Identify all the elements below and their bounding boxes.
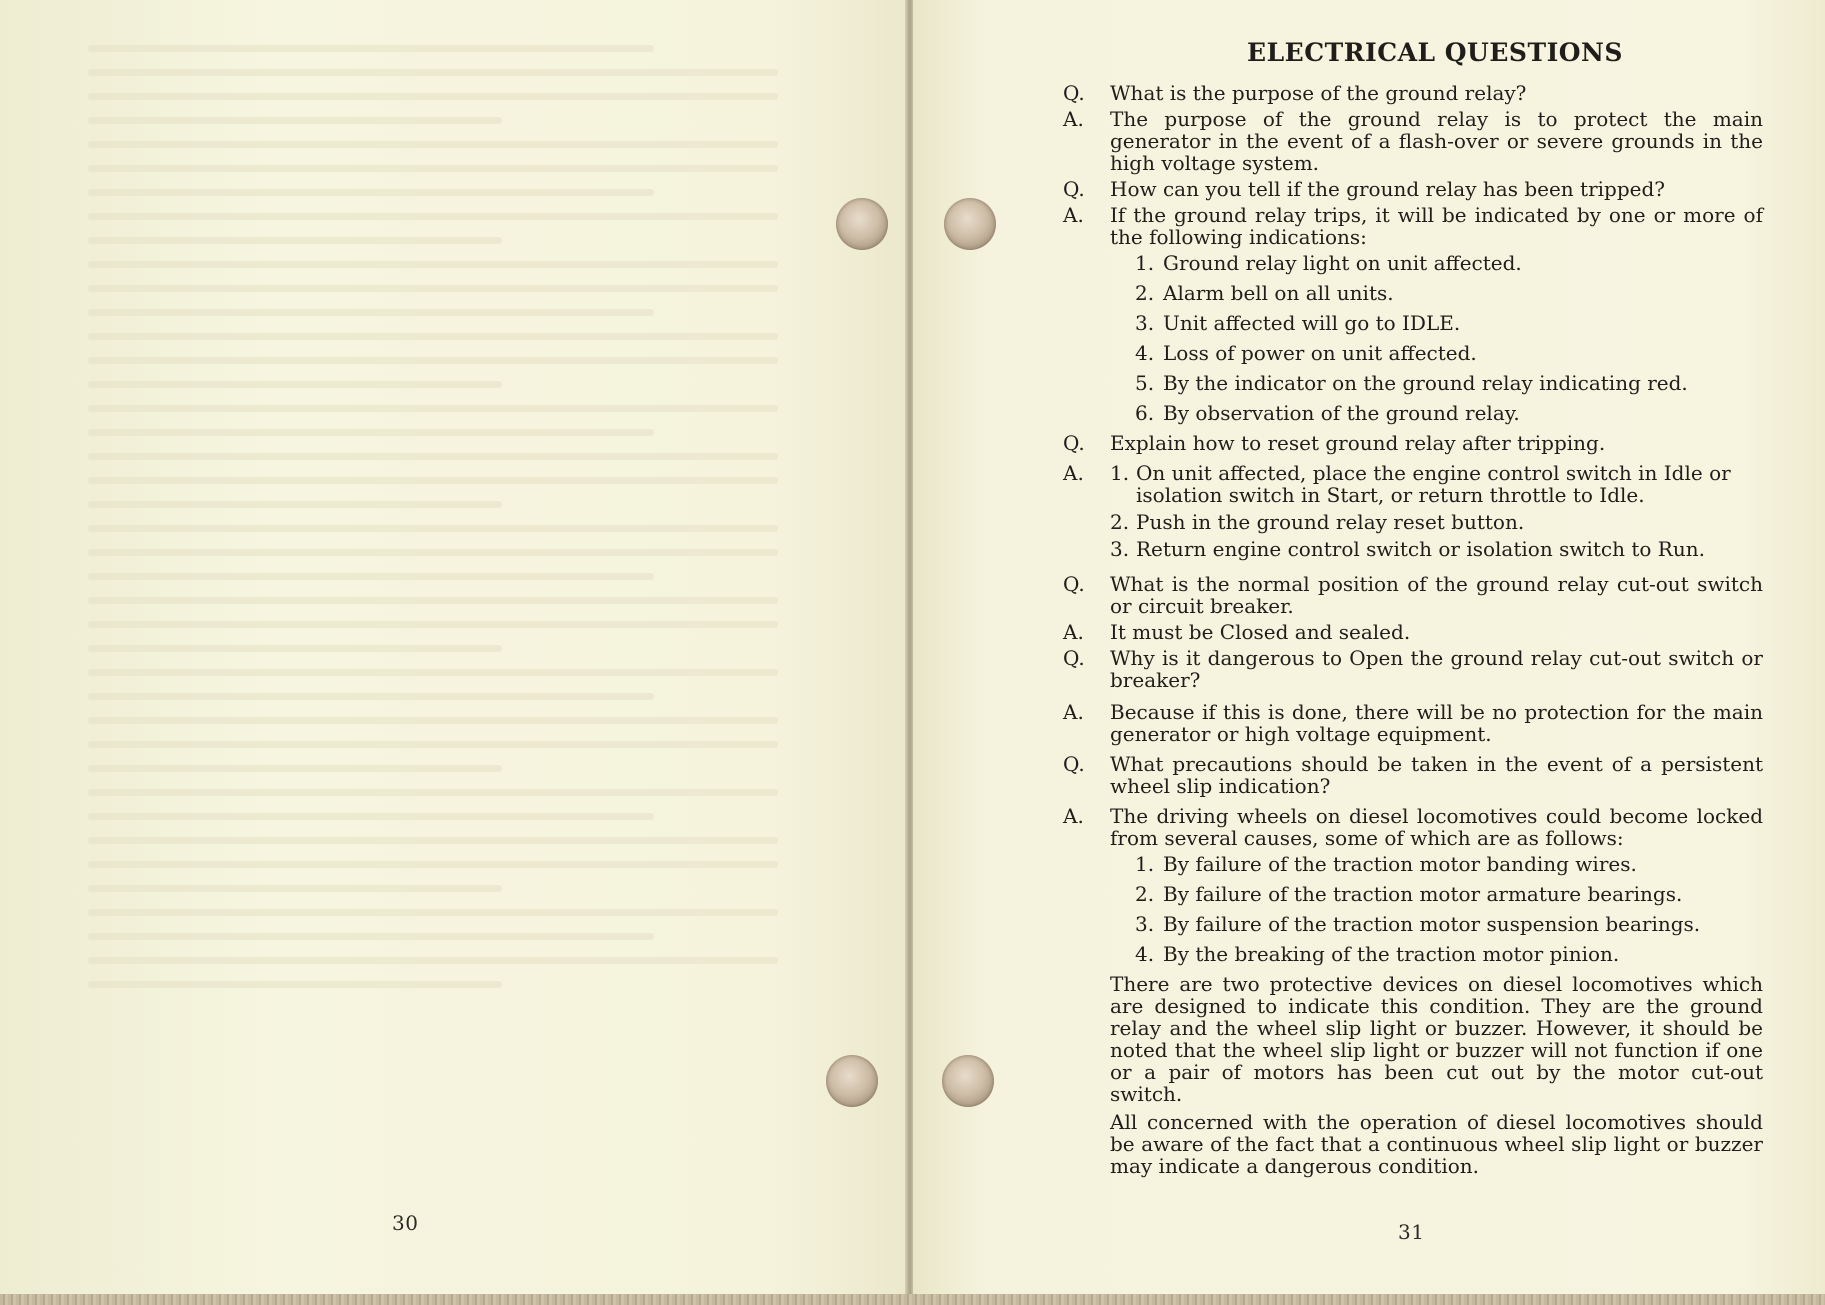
list-item: 3. Unit affected will go to IDLE. [1135,311,1461,335]
caution-paragraph: All concerned with the operation of diesel locomotives should be aware of the fact that a continuous wheel slip light or buzzer may indicate a dangerous condition. [1110,1110,1763,1178]
binder-hole-top-right [944,198,996,250]
question-text: Why is it dangerous to Open the ground relay cut-out switch or breaker? [1110,646,1763,692]
answer-tag: A. [1063,700,1084,724]
protective-devices-paragraph: There are two protective devices on diesel locomotives which are designed to indicate this condition. They are the ground relay and the wheel slip light or buzzer. However, it should be noted that the wheel slip light or buzzer will not function if one or a pair of motors has been cut out by the motor cut-out switch. [1110,972,1763,1106]
answer-text: The driving wheels on diesel locomotives could become locked from several causes, some of which are as follows: [1110,804,1763,850]
answer-tag: A. [1063,620,1084,644]
question-text: What is the purpose of the ground relay? [1110,81,1527,105]
answer-2 [1063,204,1763,248]
list-item: 5. By the indicator on the ground relay indicating red. [1135,371,1688,395]
answer-4 [1063,621,1763,643]
reset-steps-list [1110,462,1763,565]
question-tag: Q. [1063,431,1085,455]
question-tag: Q. [1063,81,1085,105]
right-page-content [1063,38,1763,1183]
question-2 [1063,178,1763,200]
list-item: 3. Return engine control switch or isolation switch to Run. [1110,537,1705,561]
binder-hole-bottom-left [826,1055,878,1107]
page-edge [0,1294,1825,1305]
bleed-through-text [88,45,778,1005]
list-item: 4. Loss of power on unit affected. [1135,341,1477,365]
page-number-left: 30 [392,1211,419,1235]
list-item: 3. By failure of the traction motor suspension bearings. [1135,912,1701,936]
answer-text: The purpose of the ground relay is to protect the main generator in the event of a flash-over or severe grounds in the high voltage system. [1110,107,1763,175]
indications-list [1135,252,1763,424]
question-tag: Q. [1063,572,1085,596]
question-1 [1063,82,1763,104]
list-item: 1. Ground relay light on unit affected. [1135,251,1522,275]
binder-hole-bottom-right [942,1055,994,1107]
answer-tag: A. [1063,804,1084,828]
list-item: 2. Push in the ground relay reset button. [1110,510,1525,534]
wheel-lock-causes-list [1135,853,1763,965]
page-heading: ELECTRICAL QUESTIONS [1247,38,1623,67]
question-tag: Q. [1063,752,1085,776]
page-number-right: 31 [1398,1220,1425,1244]
list-item: 4. By the breaking of the traction motor pinion. [1135,942,1620,966]
question-text: How can you tell if the ground relay has been tripped? [1110,177,1665,201]
question-5 [1063,647,1763,691]
answer-3 [1063,462,1763,569]
answer-tag: A. [1063,107,1084,131]
answer-text: It must be Closed and sealed. [1110,620,1411,644]
question-6 [1063,753,1763,797]
answer-tag: A. [1063,203,1084,227]
answer-5 [1063,701,1763,745]
answer-tag: A. [1063,461,1084,485]
question-3 [1063,432,1763,454]
list-item: 2. By failure of the traction motor armature bearings. [1135,882,1683,906]
question-text: What is the normal position of the ground relay cut-out switch or circuit breaker. [1110,572,1763,618]
list-item: 1. On unit affected, place the engine control switch in Idle or isolation switch in Start, or return throttle to Idle. [1110,461,1731,507]
list-item: 2. Alarm bell on all units. [1135,281,1394,305]
answer-text: Because if this is done, there will be no protection for the main generator or high voltage equipment. [1110,700,1763,746]
binder-hole-top-left [836,198,888,250]
list-item: 1. By failure of the traction motor banding wires. [1135,852,1637,876]
question-text: Explain how to reset ground relay after tripping. [1110,431,1606,455]
list-item: 6. By observation of the ground relay. [1135,401,1520,425]
left-page [0,0,907,1296]
question-4 [1063,573,1763,617]
answer-6 [1063,805,1763,849]
question-tag: Q. [1063,177,1085,201]
question-text: What precautions should be taken in the event of a persistent wheel slip indication? [1110,752,1763,798]
answer-1 [1063,108,1763,174]
question-tag: Q. [1063,646,1085,670]
answer-text: If the ground relay trips, it will be indicated by one or more of the following indications: [1110,203,1763,249]
